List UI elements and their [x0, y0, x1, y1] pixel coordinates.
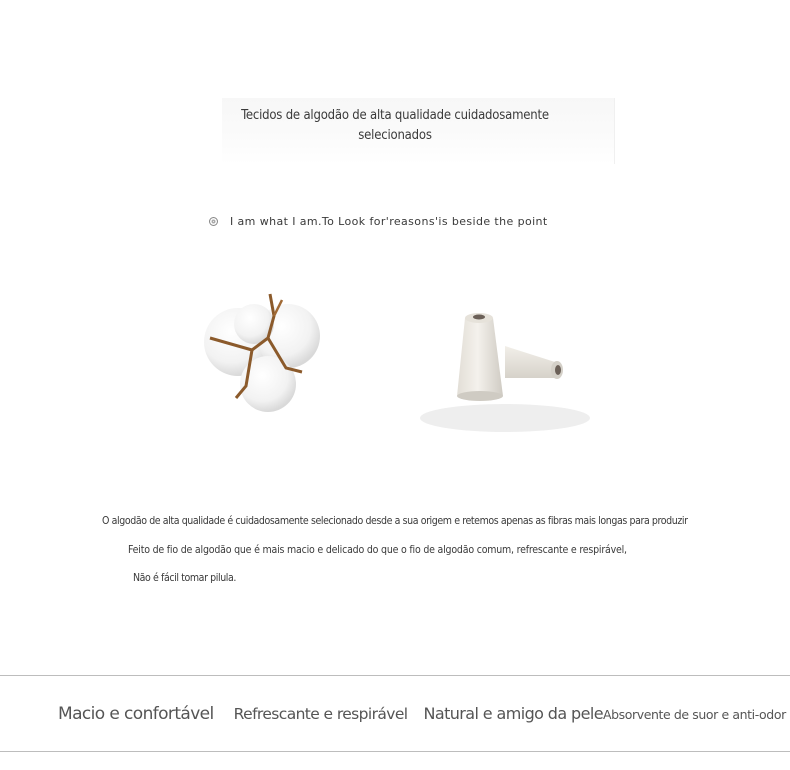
divider-top	[0, 675, 790, 676]
feature-item-soft: Macio e confortável	[58, 704, 214, 724]
section-title: Tecidos de algodão de alta qualidade cuidadosamente selecionados	[241, 108, 549, 143]
feature-item-anti-odor: Absorvente de suor e anti-odor	[602, 707, 786, 722]
feature-list	[58, 704, 786, 730]
description-line-3: Não é fácil tomar pilula.	[133, 572, 236, 584]
cotton-boll-image	[190, 286, 330, 416]
description-line-2: Feito de fio de algodão que é mais macio e delicado do que o fio de algodão comum, refrescante e respirável,	[128, 544, 627, 556]
divider-bottom	[0, 751, 790, 752]
yarn-spool-image	[405, 298, 595, 448]
feature-item-skin-friendly: Natural e amigo da pele	[423, 704, 603, 723]
quote-line	[209, 212, 548, 230]
description-line-1: O algodão de alta qualidade é cuidadosamente selecionado desde a sua origem e retemos apenas as fibras mais longas para produzir	[102, 515, 688, 527]
circle-bullet-icon	[209, 217, 218, 226]
quote-text: I am what I am.To Look for'reasons'is beside the point	[230, 214, 548, 228]
feature-item-breathable: Refrescante e respirável	[233, 705, 408, 723]
